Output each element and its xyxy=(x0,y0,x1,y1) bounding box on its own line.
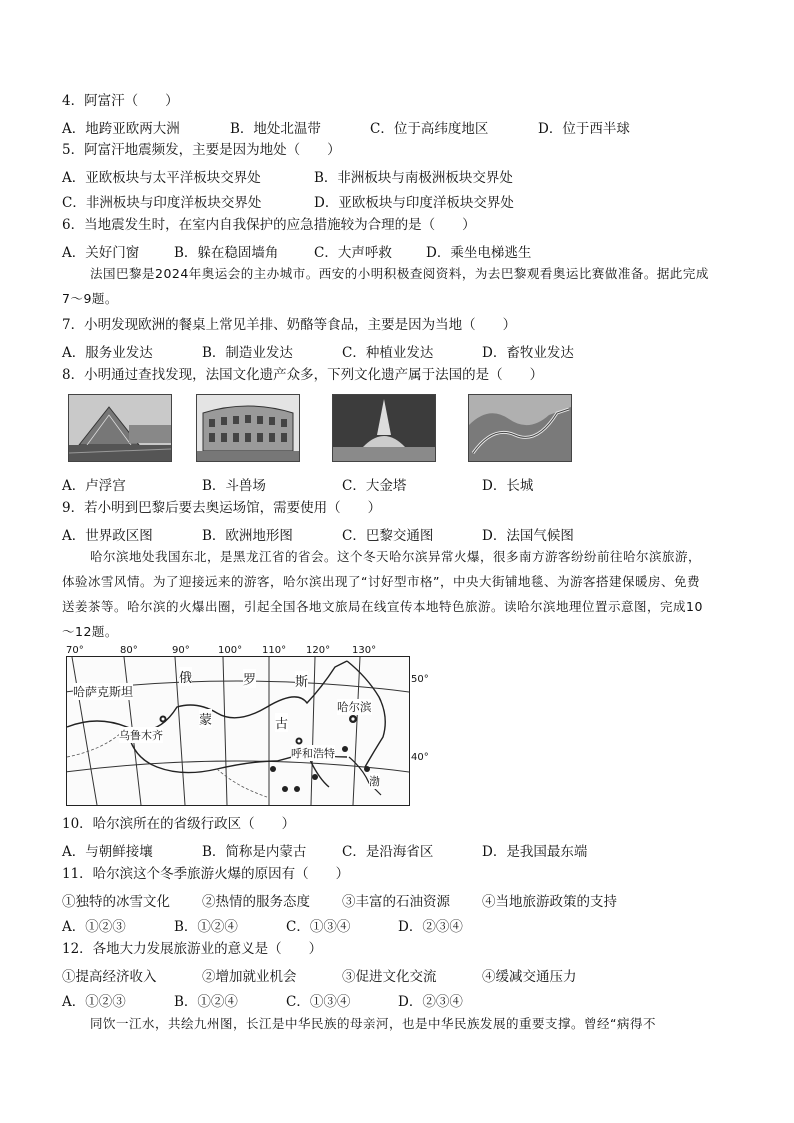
q9-stem: 9．若小明到巴黎后要去奥运场馆，需要使用（ ） xyxy=(62,500,382,516)
option-c: C．大金塔 xyxy=(342,478,407,494)
option-b: B．①②④ xyxy=(174,919,238,935)
q5-stem: 5．阿富汗地震频发，主要是因为地处（ ） xyxy=(62,142,341,158)
option-b: B．躲在稳固墙角 xyxy=(174,245,279,261)
item-3: ③促进文化交流 xyxy=(342,969,437,985)
q6-stem: 6．当地震发生时，在室内自我保护的应急措施较为合理的是（ ） xyxy=(62,217,476,233)
item-4: ④缓减交通压力 xyxy=(482,969,577,985)
option-d: D．亚欧板块与印度洋板块交界处 xyxy=(314,195,514,211)
option-a: A．关好门窗 xyxy=(62,245,140,261)
option-a: A．亚欧板块与太平洋板块交界处 xyxy=(62,170,261,186)
option-b: B．非洲板块与南极洲板块交界处 xyxy=(314,170,513,186)
option-c: C．非洲板块与印度洋板块交界处 xyxy=(62,195,262,211)
option-c: C．①③④ xyxy=(286,919,351,935)
q12-stem: 12．各地大力发展旅游业的意义是（ ） xyxy=(62,941,323,957)
option-c: C．巴黎交通图 xyxy=(342,528,434,544)
option-a: A．与朝鲜接壤 xyxy=(62,844,153,860)
option-b: B．简称是内蒙古 xyxy=(202,844,307,860)
lat-label: 50° xyxy=(411,674,429,685)
label-russia-1: 俄 xyxy=(179,667,192,686)
option-d: D．是我国最东端 xyxy=(482,844,588,860)
option-c: C．种植业发达 xyxy=(342,345,434,361)
option-b: B．①②④ xyxy=(174,994,238,1010)
lon-label: 120° xyxy=(306,645,331,656)
option-c: C．大声呼救 xyxy=(314,245,392,261)
option-d: D．畜牧业发达 xyxy=(482,345,574,361)
label-harbin: 哈尔滨 xyxy=(337,700,372,714)
option-d: D．②③④ xyxy=(398,919,463,935)
great-wall-photo xyxy=(468,394,572,462)
option-b: B．欧洲地形图 xyxy=(202,528,293,544)
item-4: ④当地旅游政策的支持 xyxy=(482,894,617,910)
lon-label: 90° xyxy=(172,645,190,656)
option-d: D．②③④ xyxy=(398,994,463,1010)
passage-10-12: 哈尔滨地处我国东北，是黑龙江省的省会。这个冬天哈尔滨异常火爆，很多南方游客纷纷前往哈尔滨旅游，体验冰雪风情。为了迎接远来的游客，哈尔滨出现了“讨好型市格”，中央大街铺地毯、为游客搭建保暖房、免费送姜茶等。哈尔滨的火爆出圈，引起全国各地文旅局在线宣传本地特色旅游。读哈尔滨地理位置示意图，完成10～12题。 xyxy=(62,549,703,639)
louvre-photo xyxy=(68,394,172,462)
option-b: B．制造业发达 xyxy=(202,345,293,361)
lat-label: 40° xyxy=(411,752,429,763)
option-c: C．①③④ xyxy=(286,994,351,1010)
item-2: ②热情的服务态度 xyxy=(202,894,310,910)
lon-label: 130° xyxy=(352,645,377,656)
option-a: A．地跨亚欧两大洲 xyxy=(62,121,180,137)
label-kazakhstan: 哈萨克斯坦 xyxy=(73,685,134,699)
option-d: D．长城 xyxy=(482,478,534,494)
passage-7-9: 法国巴黎是2024年奥运会的主办城市。西安的小明积极查阅资料，为去巴黎观看奥运比赛做准备。据此完成7～9题。 xyxy=(62,266,709,306)
option-b: B．斗兽场 xyxy=(202,478,266,494)
item-3: ③丰富的石油资源 xyxy=(342,894,450,910)
item-2: ②增加就业机会 xyxy=(202,969,297,985)
label-bohai: 渤 xyxy=(369,775,380,788)
label-mongolia-2: 古 xyxy=(275,713,288,732)
colosseum-photo xyxy=(196,394,300,462)
q11-stem: 11．哈尔滨这个冬季旅游火爆的原因有（ ） xyxy=(62,866,350,882)
lon-label: 70° xyxy=(66,645,84,656)
q10-stem: 10．哈尔滨所在的省级行政区（ ） xyxy=(62,816,296,832)
item-1: ①提高经济收入 xyxy=(62,969,157,985)
lon-label: 100° xyxy=(218,645,243,656)
option-c: C．是沿海省区 xyxy=(342,844,434,860)
option-a: A．服务业发达 xyxy=(62,345,153,361)
golden-pagoda-photo xyxy=(332,394,436,462)
option-a: A．卢浮宫 xyxy=(62,478,126,494)
item-1: ①独特的冰雪文化 xyxy=(62,894,170,910)
option-c: C．位于高纬度地区 xyxy=(370,121,489,137)
label-mongolia-1: 蒙 xyxy=(199,709,212,728)
option-a: A．①②③ xyxy=(62,919,126,935)
label-hohhot: 呼和浩特 xyxy=(291,747,335,760)
option-d: D．位于西半球 xyxy=(538,121,630,137)
option-d: D．法国气候图 xyxy=(482,528,574,544)
harbin-location-map xyxy=(66,656,410,806)
label-urumqi: 乌鲁木齐 xyxy=(119,729,163,742)
q8-stem: 8．小明通过查找发现，法国文化遗产众多，下列文化遗产属于法国的是（ ） xyxy=(62,367,544,383)
q4-stem: 4．阿富汗（ ） xyxy=(62,93,179,109)
label-russia-2: 罗 xyxy=(243,669,256,688)
passage-next: 同饮一江水，共绘九州图，长江是中华民族的母亲河，也是中华民族发展的重要支撑。曾经“病得不 xyxy=(90,1016,656,1031)
label-russia-3: 斯 xyxy=(295,671,308,690)
lon-label: 110° xyxy=(262,645,287,656)
q7-stem: 7．小明发现欧洲的餐桌上常见羊排、奶酪等食品，主要是因为当地（ ） xyxy=(62,317,517,333)
option-b: B．地处北温带 xyxy=(230,121,321,137)
option-a: A．世界政区图 xyxy=(62,528,153,544)
option-a: A．①②③ xyxy=(62,994,126,1010)
lon-label: 80° xyxy=(120,645,138,656)
option-d: D．乘坐电梯逃生 xyxy=(426,245,532,261)
